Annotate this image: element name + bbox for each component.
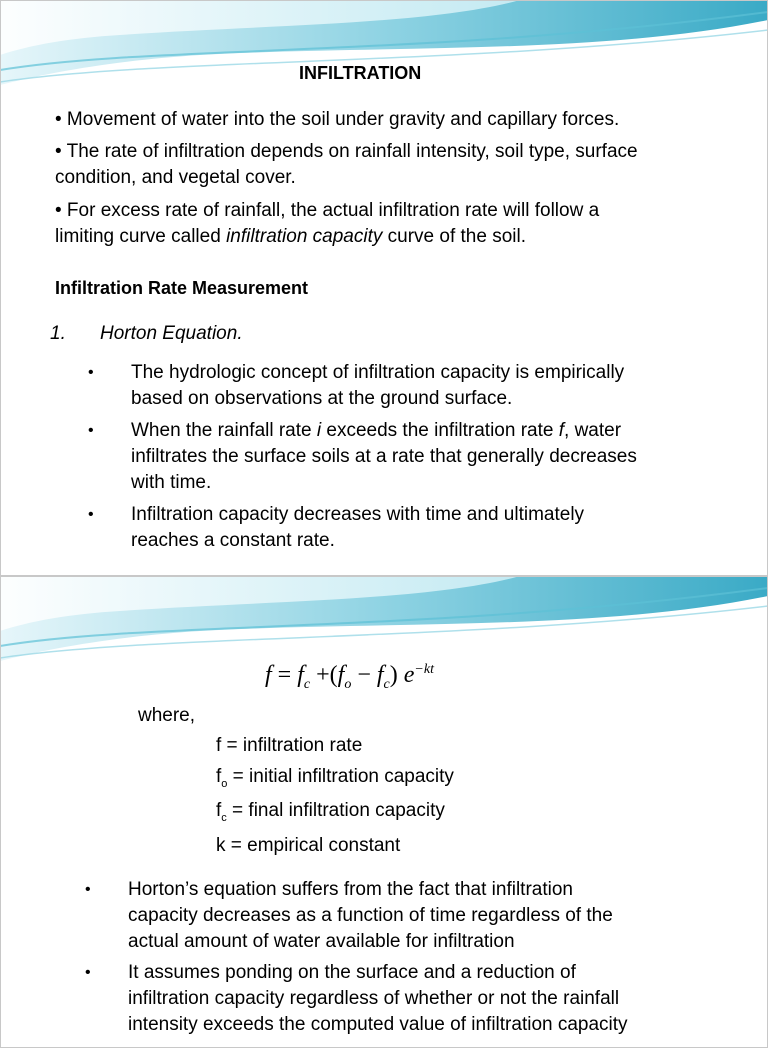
sub-bullet-text: When the rainfall rate i exceeds the infiltration rate f, water [131, 420, 622, 441]
note-text: capacity decreases as a function of time regardless of the [128, 905, 613, 926]
bullet-text: • The rate of infiltration depends on rainfall intensity, soil type, surface [55, 141, 638, 162]
bullet-text: condition, and vegetal cover. [55, 167, 296, 188]
bullet-marker: • [88, 364, 94, 381]
definition: k = empirical constant [216, 835, 401, 856]
section-heading: Infiltration Rate Measurement [55, 278, 309, 298]
note-text: actual amount of water available for infiltration [128, 931, 515, 952]
slide-title: INFILTRATION [299, 63, 422, 83]
where-label: where, [138, 705, 196, 726]
note-text: It assumes ponding on the surface and a reduction of [128, 962, 576, 983]
definition: $f_o$ = initial infiltration capacity [216, 766, 454, 790]
note-text: intensity exceeds the computed value of infiltration capacity [128, 1014, 628, 1035]
sub-bullet-text: reaches a constant rate. [131, 530, 335, 551]
item-title: Horton Equation. [100, 323, 243, 344]
definition: f = infiltration rate [216, 735, 363, 756]
bullet-text: • For excess rate of rainfall, the actual infiltration rate will follow a [55, 200, 600, 221]
sub-bullet-text: The hydrologic concept of infiltration capacity is empirically [131, 362, 625, 383]
bullet-text: • Movement of water into the soil under gravity and capillary forces. [55, 109, 620, 130]
note-text: infiltration capacity regardless of whether or not the rainfall [128, 988, 620, 1009]
sub-bullet-text: infiltrates the surface soils at a rate that generally decreases [131, 446, 637, 467]
note-text: Horton’s equation suffers from the fact that infiltration [128, 879, 573, 900]
bullet-marker: • [88, 422, 94, 439]
bullet-marker: • [85, 964, 91, 981]
item-number: 1. [50, 323, 66, 344]
horton-equation: $f = f_c +(f_o - f_c)$ $e^{-kt}$ [265, 662, 434, 692]
slide-2 [0, 576, 768, 1035]
definition: $f_c$ = final infiltration capacity [216, 800, 445, 824]
bullet-marker: • [85, 881, 91, 898]
bullet-marker: • [88, 506, 94, 523]
sub-bullet-text: Infiltration capacity decreases with time and ultimately [131, 504, 585, 525]
bullet-text: limiting curve called infiltration capacity curve of the soil. [55, 226, 526, 247]
sub-bullet-text: based on observations at the ground surface. [131, 388, 513, 409]
sub-bullet-text: with time. [131, 472, 212, 493]
wave-banner-graphic [0, 576, 768, 672]
